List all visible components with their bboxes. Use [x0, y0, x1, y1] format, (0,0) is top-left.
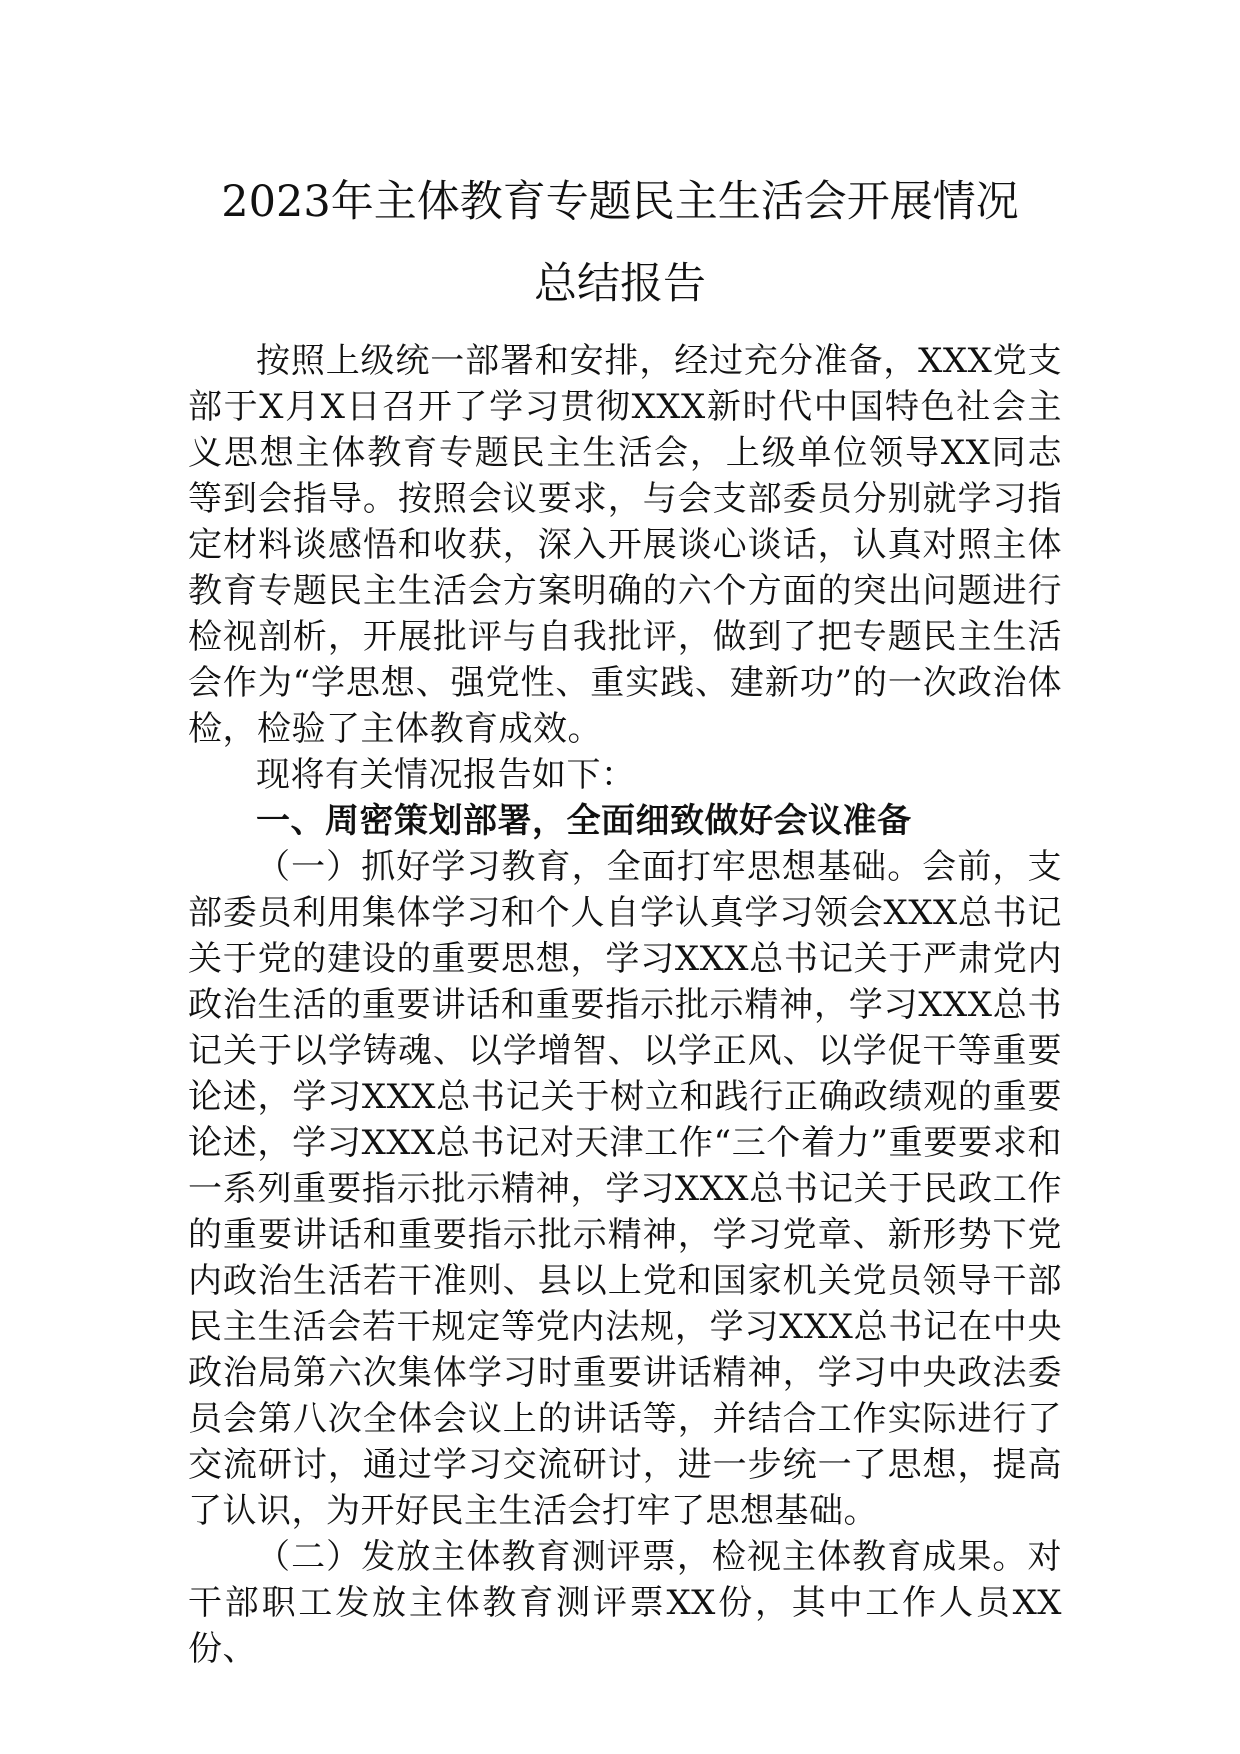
document-title-line-1: 2023年主体教育专题民主生活会开展情况 — [221, 177, 1019, 227]
report-lead-paragraph: 现将有关情况报告如下： — [256, 755, 636, 795]
document-body — [188, 338, 1062, 1672]
subsection-1-paragraph: （一）抓好学习教育，全面打牢思想基础。会前，支部委员利用集体学习和个人自学认真学习领会XXX总书记关于党的建设的重要思想，学习XXX总书记关于严肃党内政治生活的重要讲话和重要指示批示精神，学习XXX总书记关于以学铸魂、以学增智、以学正风、以学促干等重要论述，学习XXX总书记关于树立和践行正确政绩观的重要论述，学习XXX总书记对天津工作“三个着力”重要要求和一系列重要指示批示精神，学习XXX总书记关于民政工作的重要讲话和重要指示批示精神，学习党章、新形势下党内政治生活若干准则、县以上党和国家机关党员领导干部民主生活会若干规定等党内法规，学习XXX总书记在中央政治局第六次集体学习时重要讲话精神，学习中央政法委员会第八次全体会议上的讲话等，并结合工作实际进行了交流研讨，通过学习交流研讨，进一步统一了思想，提高了认识，为开好民主生活会打牢了思想基础。 — [188, 847, 1062, 1531]
intro-paragraph: 按照上级统一部署和安排，经过充分准备，XXX党支部于X月X日召开了学习贯彻XXX新时代中国特色社会主义思想主体教育专题民主生活会，上级单位领导XX同志等到会指导。按照会议要求，与会支部委员分别就学习指定材料谈感悟和收获，深入开展谈心谈话，认真对照主体教育专题民主生活会方案明确的六个方面的突出问题进行检视剖析，开展批评与自我批评，做到了把专题民主生活会作为“学思想、强党性、重实践、建新功”的一次政治体检，检验了主体教育成效。 — [188, 341, 1062, 749]
subsection-2-paragraph: （二）发放主体教育测评票，检视主体教育成果。对干部职工发放主体教育测评票XX份，其中工作人员XX份、 — [188, 1537, 1062, 1669]
section-heading-1: 一、周密策划部署，全面细致做好会议准备 — [256, 801, 912, 841]
document-title-line-2: 总结报告 — [534, 259, 706, 309]
